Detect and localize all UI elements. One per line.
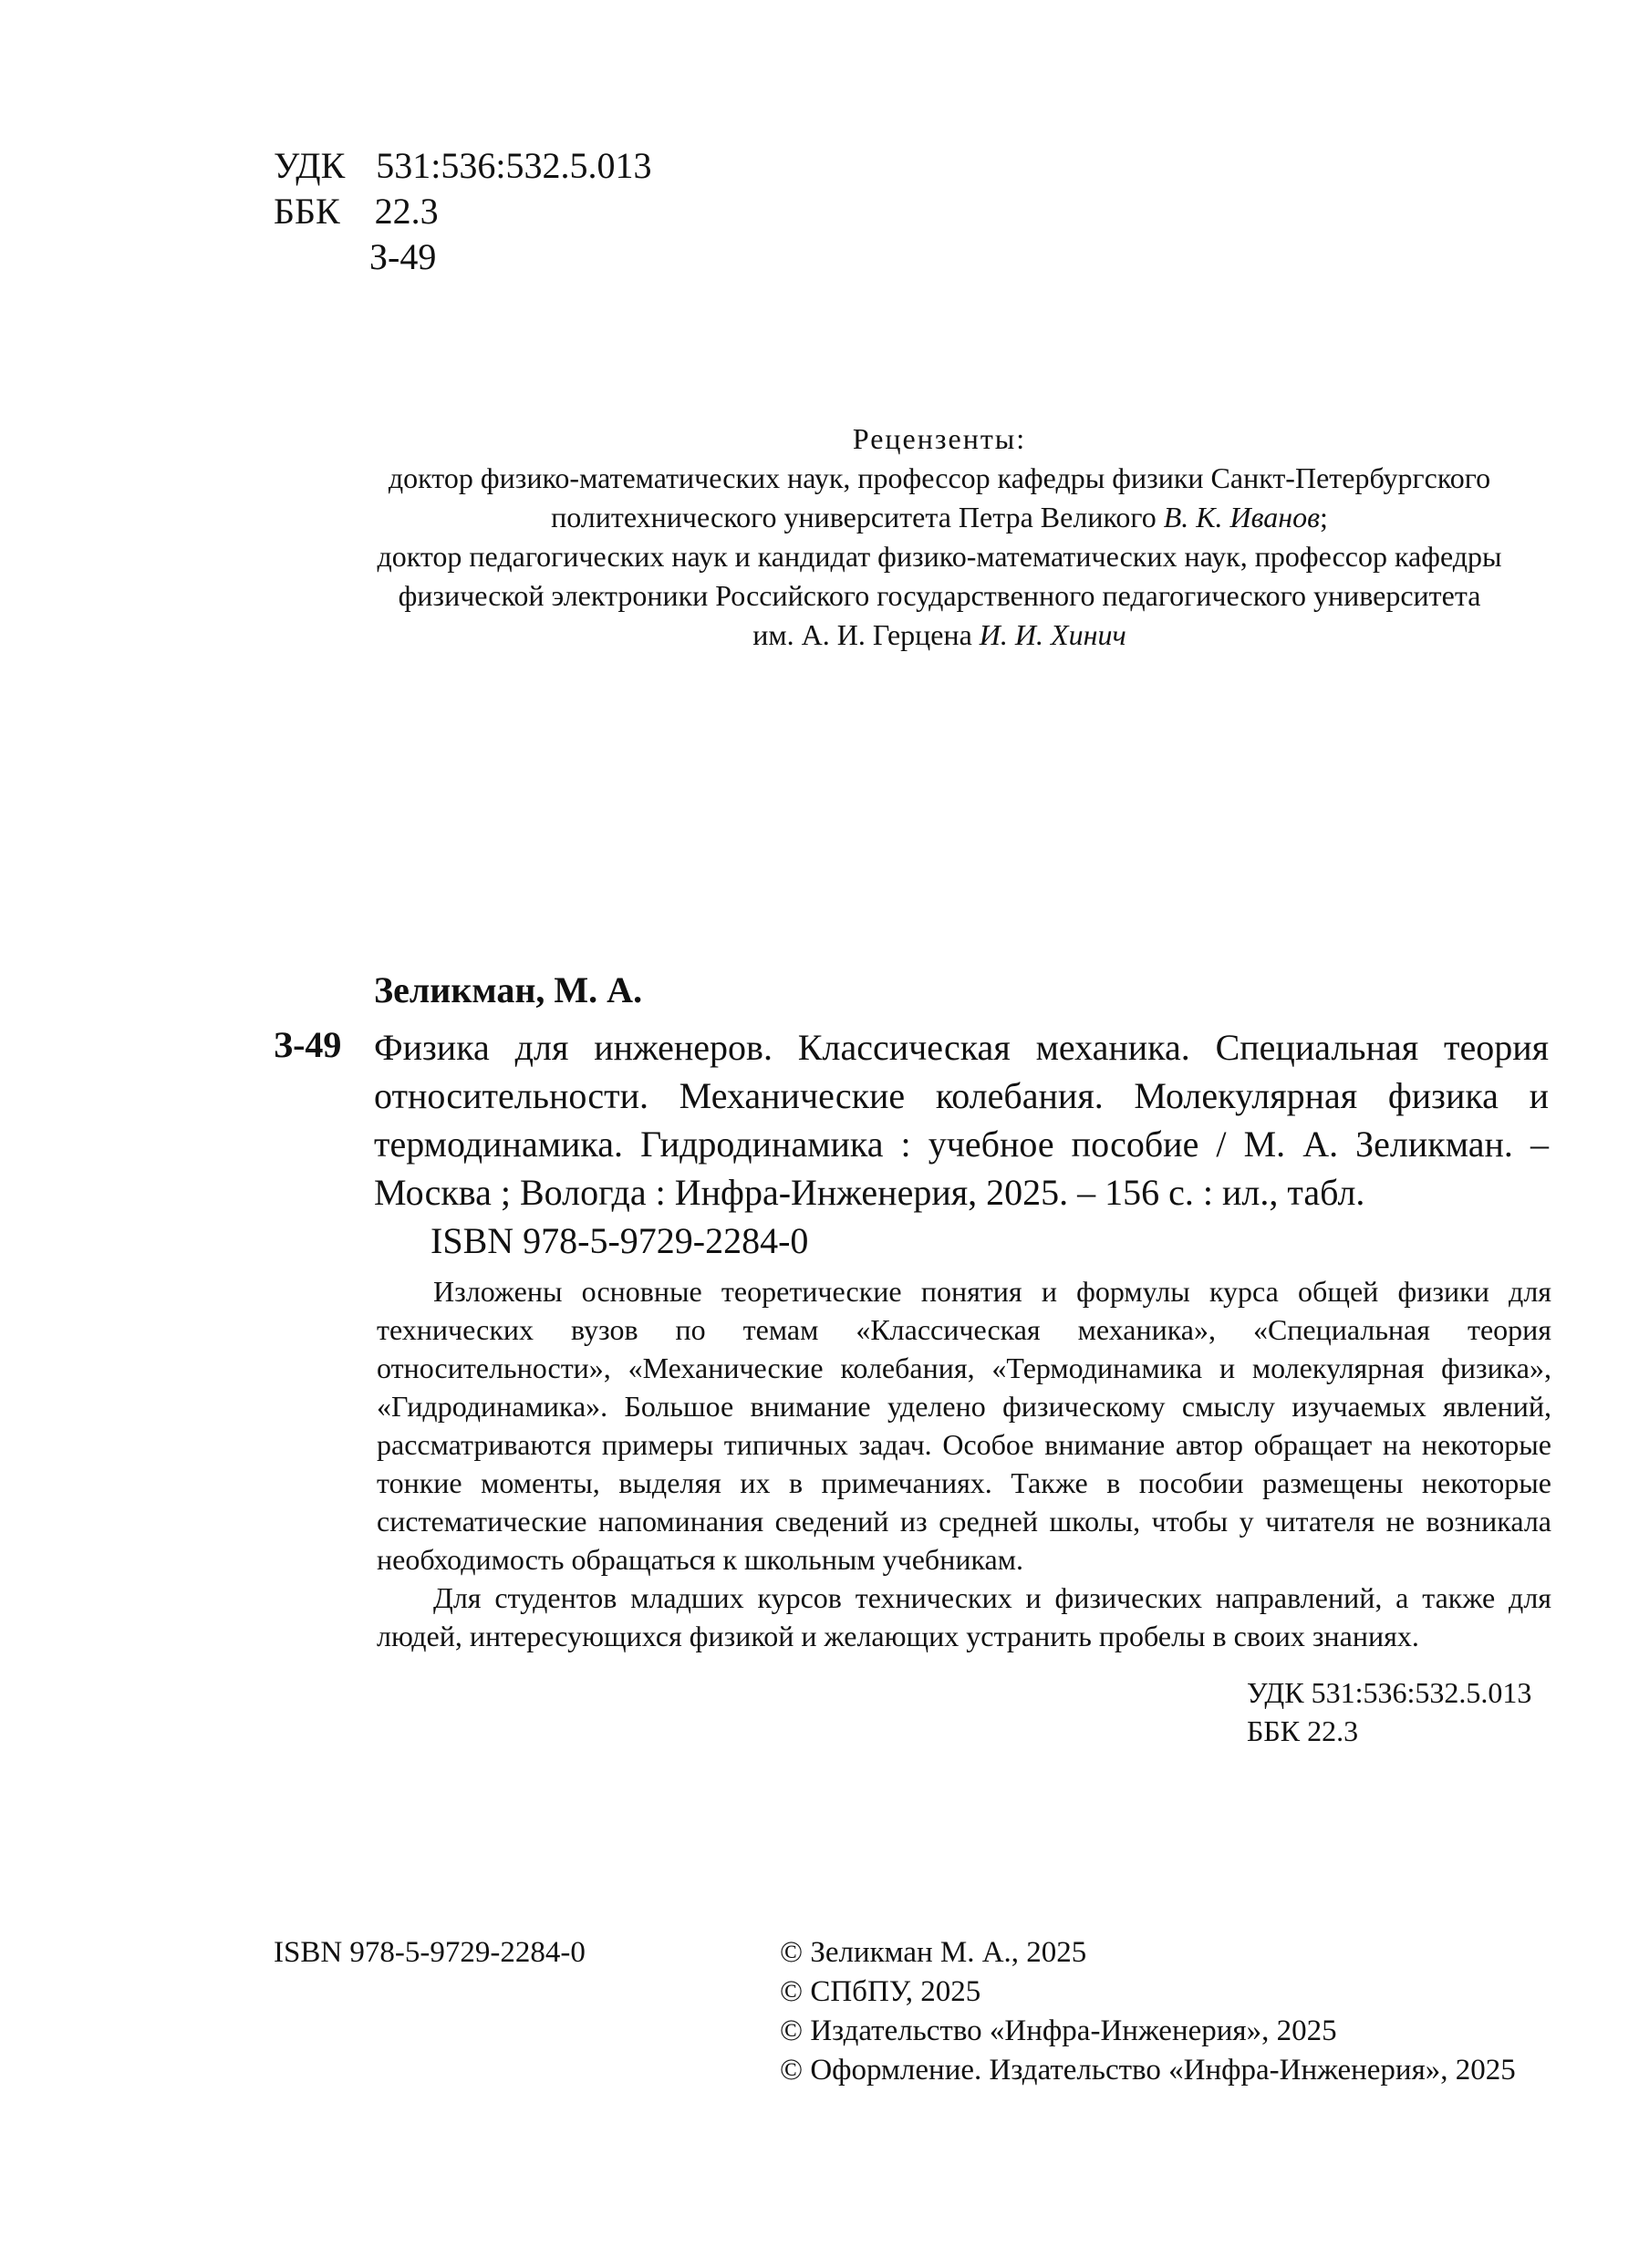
record-author: Зеликман, М. А. [374,969,643,1010]
reviewer-1-end: ; [1320,501,1328,533]
reviewer-2-name: И. И. Хинич [979,618,1126,651]
record-code: З-49 [274,1024,342,1065]
author-mark: З-49 [369,236,437,277]
udk-value: 531:536:532.5.013 [376,145,652,186]
reviewer-2-line-1: доктор педагогических наук и кандидат физико-математических наук, профессор кафедры [377,540,1502,573]
record-body [374,1023,1549,1265]
reviewer-1-line-1: доктор физико-математических наук, профессор кафедры физики Санкт-Петербургского [388,461,1491,494]
reviewer-2-line-2: физической электроники Российского государственного педагогического университета [398,579,1481,612]
udk-bottom: УДК 531:536:532.5.013 [1247,1676,1532,1709]
annotation-paragraph-2: Для студентов младших курсов технических и физических направлений, а также для людей, интересующихся физикой и желающих устранить пробелы в своих знаниях. [377,1581,1551,1652]
reviewers-block [274,419,1605,655]
bbk-bottom: ББК 22.3 [1247,1714,1359,1747]
reviewers-heading: Рецензенты: [852,422,1027,455]
udk-label: УДК [274,145,346,186]
reviewer-1-line-2 [274,498,1605,537]
bbk-line [274,190,439,233]
copyright-line: © Издательство «Инфра-Инженерия», 2025 [780,2014,1337,2047]
reviewer-1-name: В. К. Иванов [1163,501,1321,533]
record-isbn: ISBN 978-5-9729-2284-0 [430,1220,809,1261]
reviewer-1-affiliation: политехнического университета Петра Великого [551,501,1164,533]
footer-isbn: ISBN 978-5-9729-2284-0 [274,1936,586,1969]
reviewer-2-line-3 [274,616,1605,655]
copyright-line: © Оформление. Издательство «Инфра-Инженерия», 2025 [780,2054,1516,2087]
reviewer-2-affiliation: им. А. И. Герцена [752,618,980,651]
copyright-list [780,1933,1516,2090]
annotation [377,1272,1551,1655]
bbk-label: ББК [274,191,340,232]
annotation-paragraph-1: Изложены основные теоретические понятия и формулы курса общей физики для технических вузов по темам «Классическая механика», «Специальная теория относительности», «Механические колебания, «Термодинамика и молекулярная физика», «Гидродинамика». Большое внимание уделено физическому смыслу изучаемых явлений, рассматриваются примеры типичных задач. Особое внимание автор обращает на некоторые тонкие моменты, выделяя их в примечаниях. Также в пособии размещены некоторые систематические напоминания сведений из средней школы, чтобы у читателя не возникала необходимость обращаться к школьным учебникам. [377,1275,1551,1576]
bbk-value: 22.3 [374,191,439,232]
copyright-line: © СПбПУ, 2025 [780,1975,981,2008]
copyright-line: © Зеликман М. А., 2025 [780,1936,1087,1969]
udk-line [274,144,651,188]
record-description: Физика для инженеров. Классическая механика. Специальная теория относительности. Механические колебания. Молекулярная физика и термодинамика. Гидродинамика : учебное пособие / М. А. Зеликман. – Москва ; Вологда : Инфра-Инженерия, 2025. – 156 с. : ил., табл. [374,1027,1549,1213]
